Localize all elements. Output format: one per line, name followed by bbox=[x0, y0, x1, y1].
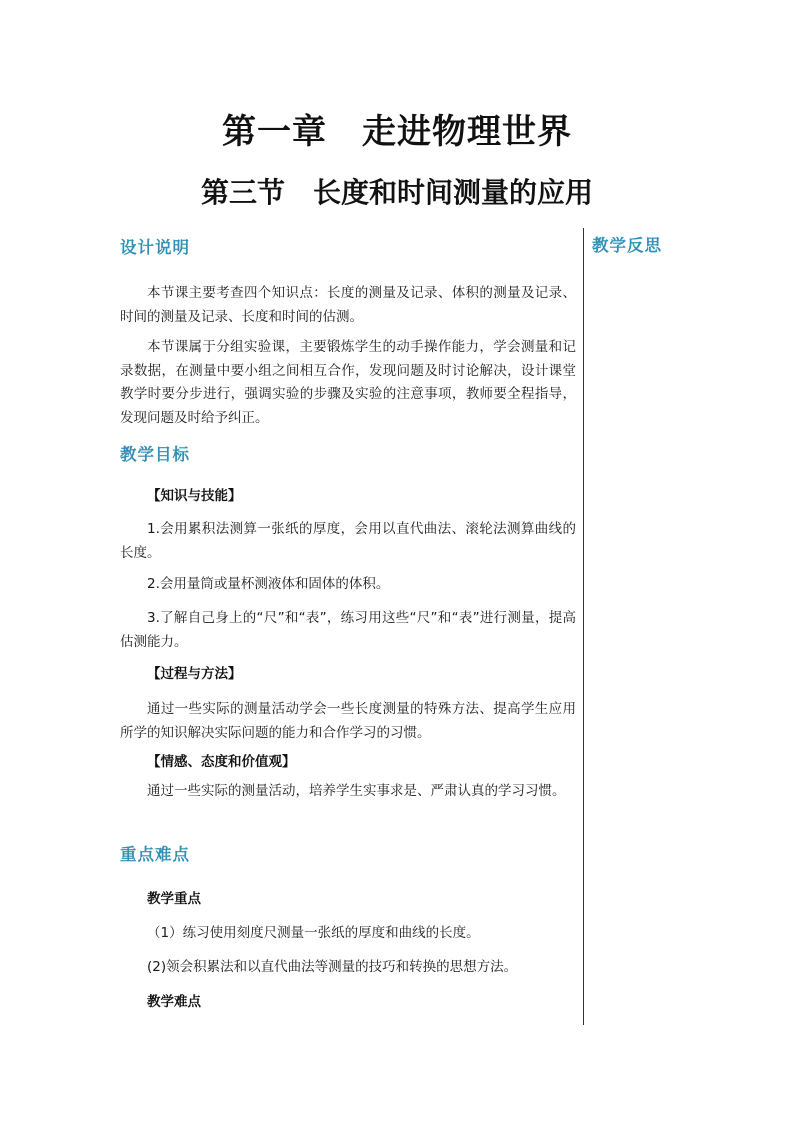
focus-item-1: （1）练习使用刻度尺测量一张纸的厚度和曲线的长度。 bbox=[147, 925, 480, 941]
difficulty-label: 教学难点 bbox=[147, 994, 201, 1010]
reflection-heading: 教学反思 bbox=[592, 236, 662, 255]
focus-label: 教学重点 bbox=[147, 891, 201, 907]
knowledge-item-3: 3.了解自己身上的“尺”和“表”，练习用这些“尺”和“表”进行测量，提高估测能力。 bbox=[120, 610, 576, 650]
design-paragraph-2: 本节课属于分组实验课，主要锻炼学生的动手操作能力，学会测量和记录数据，在测量中要小组之间相互合作，发现问题及时讨论解决，设计课堂教学时要分步进行，强调实验的步骤及实验的注意事项，教师要全程指导，发现问题及时给予纠正。 bbox=[120, 339, 576, 426]
section-title: 第三节 长度和时间测量的应用 bbox=[200, 176, 593, 209]
side-column bbox=[592, 232, 772, 260]
knowledge-item-2: 2.会用量筒或量杯测液体和固体的体积。 bbox=[147, 576, 390, 592]
process-label: 【过程与方法】 bbox=[147, 666, 242, 682]
knowledge-item-1: 1.会用累积法测算一张纸的厚度，会用以直代曲法、滚轮法测算曲线的长度。 bbox=[120, 521, 576, 561]
design-paragraph-1: 本节课主要考查四个知识点：长度的测量及记录、体积的测量及记录、时间的测量及记录、长度和时间的估测。 bbox=[120, 285, 576, 325]
process-text: 通过一些实际的测量活动学会一些长度测量的特殊方法、提高学生应用所学的知识解决实际问题的能力和合作学习的习惯。 bbox=[120, 701, 576, 741]
goals-heading: 教学目标 bbox=[120, 445, 190, 464]
design-heading: 设计说明 bbox=[120, 238, 190, 257]
emotion-label: 【情感、态度和价值观】 bbox=[147, 754, 296, 770]
emotion-text: 通过一些实际的测量活动，培养学生实事求是、严肃认真的学习习惯。 bbox=[147, 783, 566, 799]
focus-item-2: (2)领会积累法和以直代曲法等测量的技巧和转换的思想方法。 bbox=[147, 959, 518, 975]
key-heading: 重点难点 bbox=[120, 845, 190, 864]
chapter-title: 第一章 走进物理世界 bbox=[222, 112, 572, 152]
knowledge-label: 【知识与技能】 bbox=[147, 488, 242, 504]
